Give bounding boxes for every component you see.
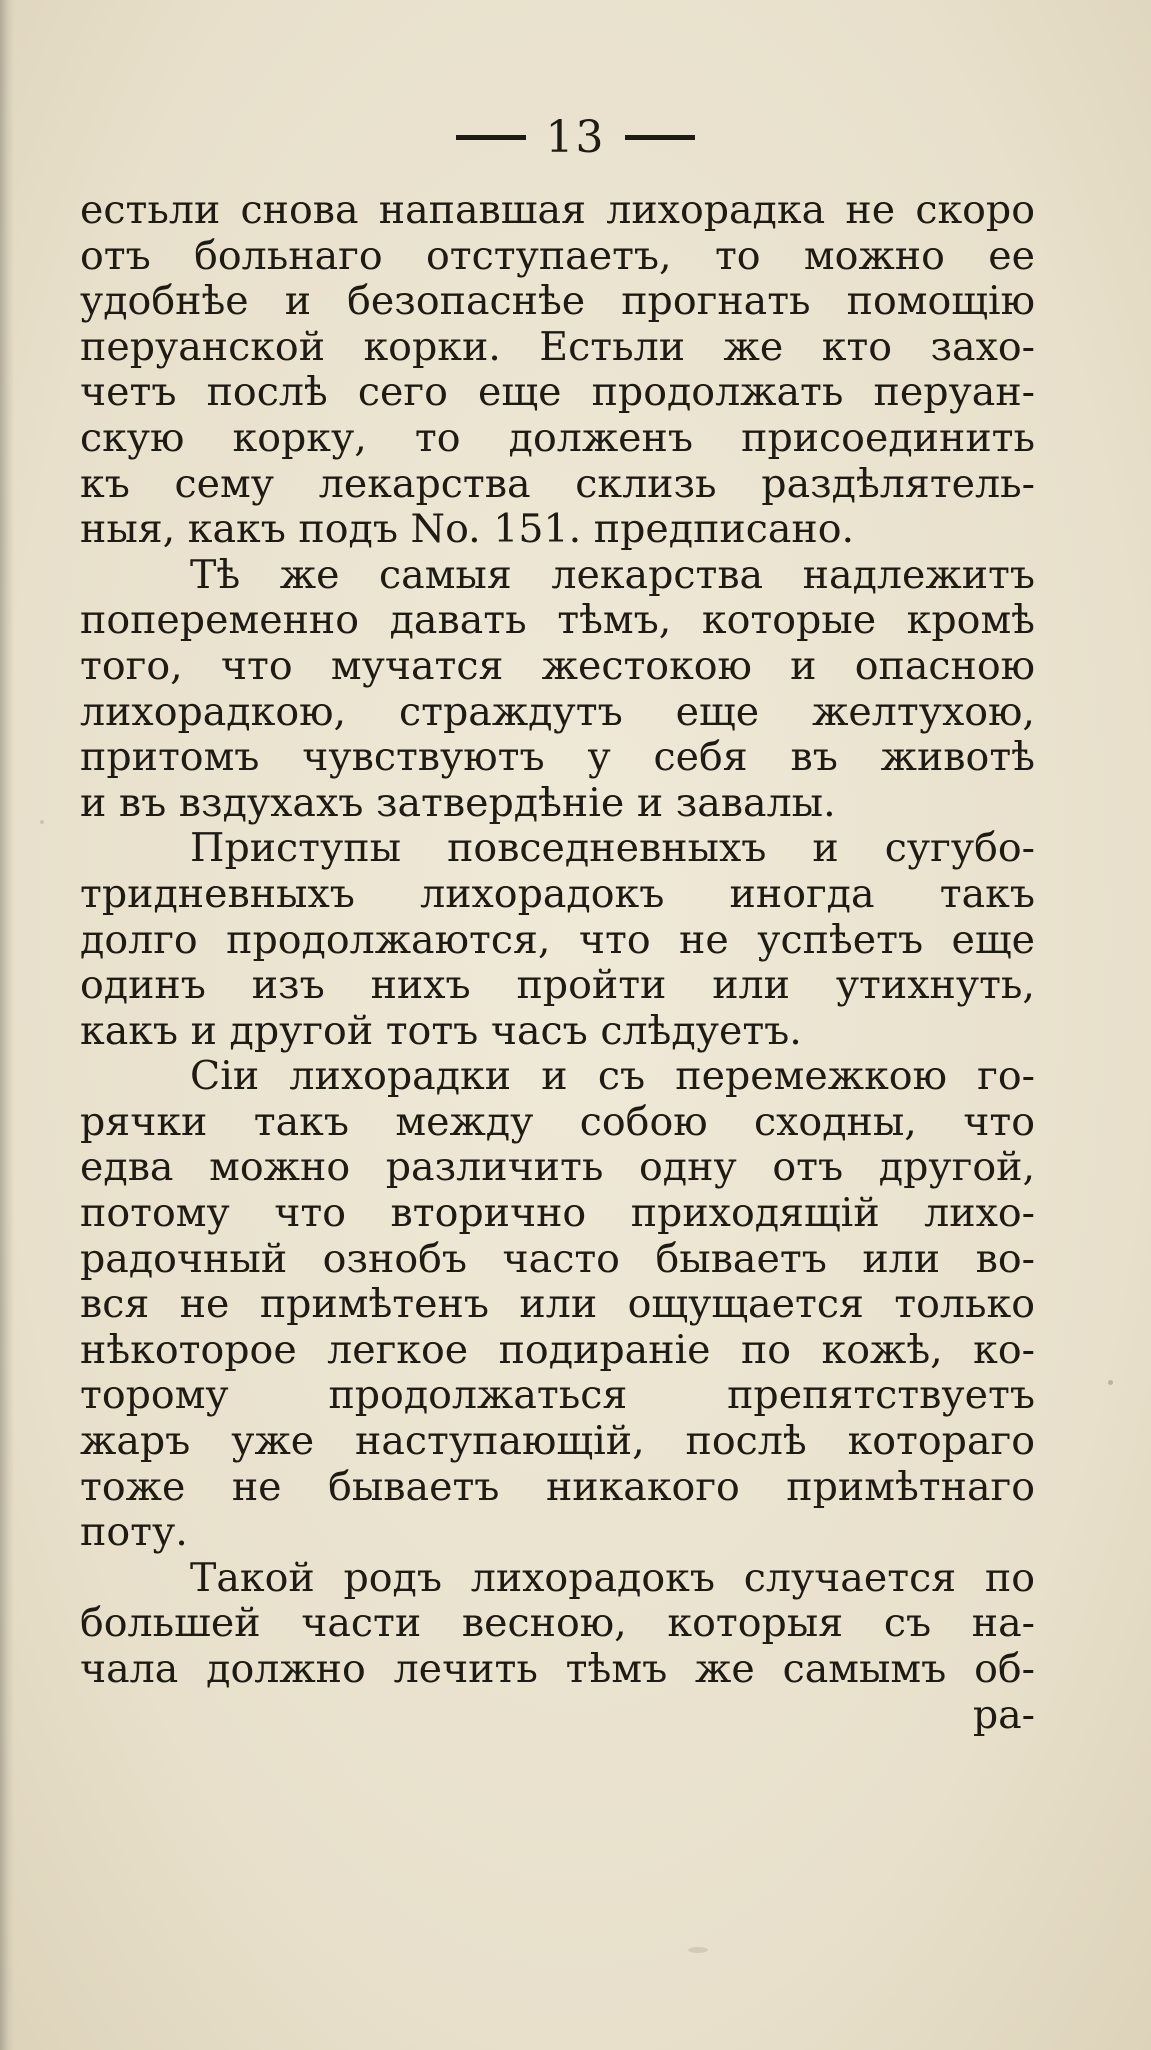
header-rule-right [625,135,695,140]
text-line: тридневныхъ лихорадокъ иногда такъ [80,870,1035,917]
text-line: торому продолжаться препятствуетъ [80,1372,1035,1419]
text-line: радочный ознобъ часто бываетъ или во- [80,1235,1035,1282]
text-line: рячки такъ между собою сходны, что [80,1098,1035,1145]
text-line: тоже не бываетъ никакого примѣтнаго [80,1463,1035,1510]
text-line: четъ послѣ сего еще продолжать перуан- [80,369,1035,416]
paper-speck [40,820,44,824]
paragraph-first-line: Приступы повседневныхъ и сугубо- [190,825,1035,872]
text-line: того, что мучатся жестокою и опасною [80,642,1035,689]
text-line: отъ больнаго отступаетъ, то можно ее [80,232,1035,279]
text-line: скую корку, то долженъ присоединить [80,414,1035,461]
catchword: ра- [972,1691,1035,1738]
text-line: одинъ изъ нихъ пройти или утихнуть, [80,962,1035,1009]
text-line: къ сему лекарства склизь раздѣлятель- [80,460,1035,507]
text-line: жаръ уже наступающій, послѣ котораго [80,1418,1035,1465]
body-text [80,188,1035,1738]
text-line: поту. [80,1509,188,1556]
text-line: ныя, какъ подъ No. 151. предписано. [80,506,855,553]
text-line: попеременно давать тѣмъ, которые кромѣ [80,597,1035,644]
text-line: большей части весною, которыя съ на- [80,1600,1035,1647]
text-line: лихорадкою, страждутъ еще желтухою, [80,688,1035,735]
page-number: 13 [545,112,606,163]
paragraph-first-line: Тѣ же самыя лекарства надлежитъ [190,551,1035,598]
paper-speck [1108,1380,1113,1385]
text-line: естьли снова напавшая лихорадка не скоро [80,187,1035,233]
text-line: едва можно различить одну отъ другой, [80,1144,1035,1191]
text-line: и въ вздухахъ затвердѣніе и завалы. [80,779,836,826]
text-line: чала должно лечить тѣмъ же самымъ об- [80,1646,1035,1692]
paragraph-first-line: Такой родъ лихорадокъ случается по [190,1554,1035,1601]
text-line: удобнѣе и безопаснѣе прогнать помощію [80,278,1035,325]
text-line: вся не примѣтенъ или ощущается только [80,1281,1035,1328]
page-edge-shadow [0,0,14,2050]
page-header [0,112,1151,172]
text-line: долго продолжаются, что не успѣетъ еще [80,916,1035,963]
paper-speck [688,1947,708,1953]
text-line: притомъ чувствуютъ у себя въ животѣ [80,734,1035,781]
text-line: потому что вторично приходящій лихо- [80,1190,1035,1237]
paragraph-first-line: Сіи лихорадки и съ перемежкою го- [190,1053,1035,1100]
text-line: нѣкоторое легкое подираніе по кожѣ, ко- [80,1326,1035,1373]
text-line: какъ и другой тотъ часъ слѣдуетъ. [80,1007,802,1054]
header-rule-left [456,135,526,140]
text-line: перуанской корки. Естьли же кто захо- [80,323,1035,370]
